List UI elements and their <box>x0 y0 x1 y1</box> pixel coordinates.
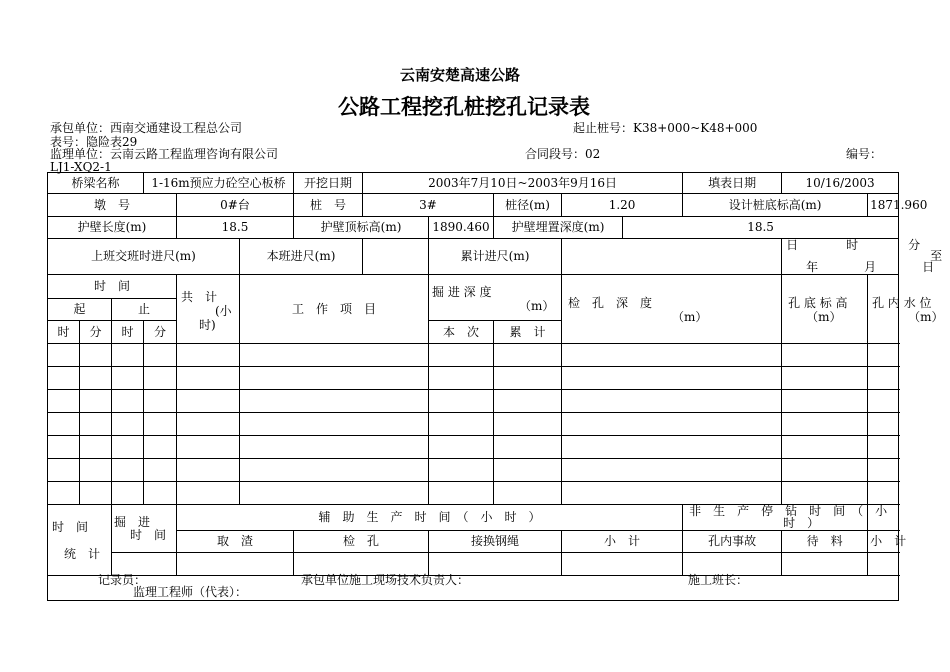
table-row <box>48 436 899 459</box>
mucking-label: 取 渣 <box>177 531 294 553</box>
dig-time-label: 掘 进 时 间 <box>112 505 177 553</box>
wall-length-value: 18.5 <box>177 217 294 239</box>
table-row <box>48 367 899 390</box>
form-number: 表号：隐险表29 <box>50 135 138 149</box>
pile-diameter-value: 1.20 <box>562 194 683 217</box>
dt-hour: 时 <box>846 238 859 252</box>
prev-shift-progress-label: 上班交班时进尺(m) <box>48 239 240 275</box>
dt-to: 至 <box>930 249 943 263</box>
pier-number-label: 墩 号 <box>48 194 177 217</box>
foreman-label: 施工班长： <box>688 573 749 587</box>
page-title: 公路工程挖孔桩挖孔记录表 <box>338 95 590 119</box>
this-shift-progress-value <box>363 239 429 275</box>
start-hour-header: 时 <box>48 321 80 344</box>
wait-material-label: 待 料 <box>782 531 868 553</box>
dt-day2: 日 <box>922 260 935 274</box>
bottom-elevation-header: 孔 底 标 高 （m） <box>782 275 868 344</box>
subtotal-label: 小 计 <box>562 531 683 553</box>
design-elevation-value: 1871.960 <box>868 194 899 217</box>
contract-section: 合同段号：02 <box>525 147 601 161</box>
cumulative-header: 累 计 <box>494 321 562 344</box>
end-minute-header: 分 <box>144 321 177 344</box>
datetime-range <box>782 238 943 275</box>
contractor-label: 承包单位：西南交通建设工程总公司 <box>50 121 243 135</box>
signature-row <box>48 573 899 601</box>
inspect-label: 检 孔 <box>294 531 429 553</box>
wall-length-label: 护壁长度(m) <box>48 217 177 239</box>
aux-production-label: 辅 助 生 产 时 间 （ 小 时 ） <box>177 505 683 531</box>
fill-date-value: 10/16/2003 <box>782 173 899 194</box>
project-title: 云南安楚高速公路 <box>400 66 521 84</box>
pier-number-value: 0#台 <box>177 194 294 217</box>
dig-date-value: 2003年7月10日~2003年9月16日 <box>363 173 683 194</box>
end-header: 止 <box>112 298 177 321</box>
cumulative-progress-value <box>562 239 782 275</box>
pile-number-value: 3# <box>363 194 494 217</box>
wall-top-elevation-value: 1890.460 <box>429 217 494 239</box>
nonproduction-label: 非 生 产 停 钻 时 间 （ 小 时 ） <box>683 505 868 531</box>
table-row <box>48 390 899 413</box>
design-elevation-label: 设计桩底标高(m) <box>683 194 868 217</box>
rebar-label: 接换钢绳 <box>429 531 562 553</box>
work-item-header: 工 作 项 目 <box>240 275 429 344</box>
table-row <box>48 482 899 505</box>
number-label: 编号： <box>846 147 883 161</box>
dig-date-label: 开挖日期 <box>294 173 363 194</box>
dt-month: 月 <box>864 260 877 274</box>
time-statistics-label: 时 间 统 计 <box>48 505 112 576</box>
this-shift-progress-label: 本班进尺(m) <box>240 239 363 275</box>
cumulative-progress-label: 累计进尺(m) <box>429 239 562 275</box>
dt-minute: 分 <box>908 238 921 252</box>
recorder-label: 记录员： <box>98 573 147 587</box>
pile-number-label: 桩 号 <box>294 194 363 217</box>
check-depth-header: 检 孔 深 度 （m） <box>562 275 782 344</box>
wall-depth-label: 护壁埋置深度(m) <box>494 217 623 239</box>
tech-lead-label: 承包单位施工现场技术负责人： <box>301 573 470 587</box>
pile-record-table <box>47 172 944 601</box>
total-hours-header: 共 计 (小 时) <box>177 275 240 344</box>
this-time-header: 本 次 <box>429 321 494 344</box>
table-row <box>48 459 899 482</box>
subtotal2-label: 小 计 <box>868 531 899 553</box>
wall-top-elevation-label: 护壁顶标高(m) <box>294 217 429 239</box>
start-header: 起 <box>48 298 112 321</box>
form-code: LJ1-XQ2-1 <box>50 160 112 174</box>
wall-depth-value: 18.5 <box>623 217 899 239</box>
start-minute-header: 分 <box>80 321 112 344</box>
table-row <box>48 344 899 367</box>
pile-diameter-label: 桩径(m) <box>494 194 562 217</box>
supervisor-label: 监理单位：云南云路工程监理咨询有限公司 <box>50 147 279 161</box>
bridge-name-label: 桥梁名称 <box>48 173 144 194</box>
dig-depth-header: 掘 进 深 度 （m） <box>429 275 562 321</box>
fill-date-label: 填表日期 <box>683 173 782 194</box>
dt-year: 年 <box>806 260 819 274</box>
water-level-header: 孔 内 水 位 （m） <box>868 275 899 344</box>
engineer-label: 监理工程师（代表）： <box>133 585 248 599</box>
time-header: 时 间 <box>48 275 177 299</box>
end-hour-header: 时 <box>112 321 144 344</box>
stake-range-label: 起止桩号：K38+000~K48+000 <box>573 121 758 135</box>
accident-label: 孔内事故 <box>683 531 782 553</box>
dt-day: 日 <box>786 238 799 252</box>
table-row <box>48 413 899 436</box>
bridge-name-value: 1-16m预应力砼空心板桥 <box>144 173 294 194</box>
